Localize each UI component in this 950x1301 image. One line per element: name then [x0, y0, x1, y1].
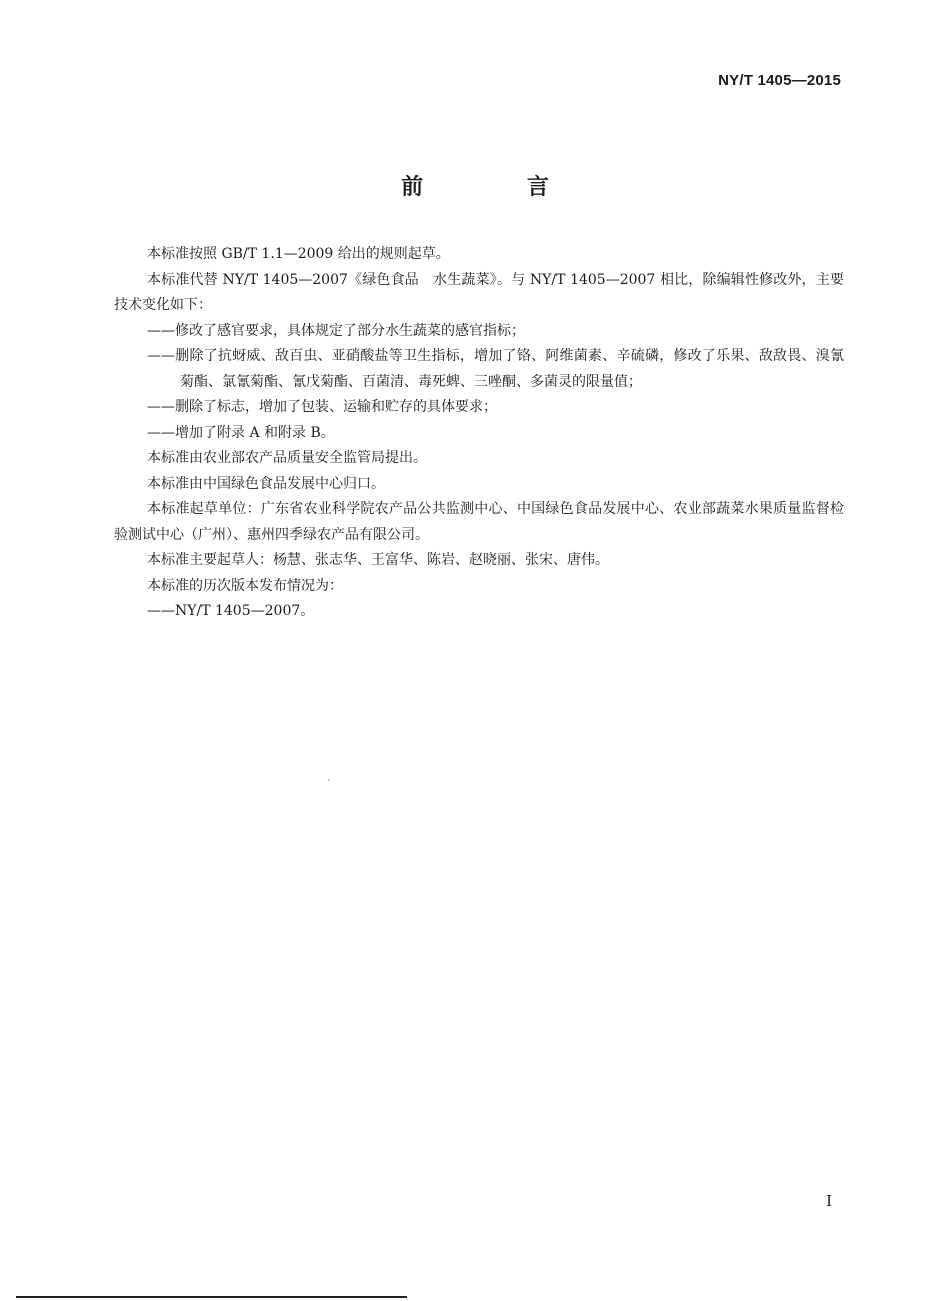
list-item-sensory: ——修改了感官要求，具体规定了部分水生蔬菜的感官指标； [147, 322, 525, 339]
paragraph-history: 本标准的历次版本发布情况为： [147, 577, 343, 594]
paragraph-drafting-units: 本标准起草单位：广东省农业科学院农产品公共监测中心、中国绿色食品发展中心、农业部蔬菜水果质量监督检验测试中心（广州）、惠州四季绿农产品有限公司。 [114, 501, 844, 543]
page-title: 前 言 [401, 175, 597, 200]
paragraph-replacement: 本标准代替 NY/T 1405—2007《绿色食品 水生蔬菜》。与 NY/T 1405—2007 相比，除编辑性修改外，主要技术变化如下： [114, 271, 844, 313]
page-number: I [826, 1192, 832, 1210]
paragraph-drafters: 本标准主要起草人：杨慧、张志华、王富华、陈岩、赵晓丽、张宋、唐伟。 [147, 552, 609, 568]
list-item-limits: ——删除了抗蚜威、敌百虫、亚硝酸盐等卫生指标，增加了铬、阿维菌素、辛硫磷，修改了乐果、敌敌畏、溴氰菊酯、氯氰菊酯、氰戊菊酯、百菌清、毒死蜱、三唑酮、多菌灵的限量值； [147, 348, 844, 390]
list-item-appendix: ——增加了附录 A 和附录 B。 [147, 424, 335, 441]
bottom-rule [16, 1296, 407, 1298]
list-item-packaging: ——删除了标志，增加了包装、运输和贮存的具体要求； [147, 399, 497, 415]
document-body [114, 242, 844, 625]
paragraph-centralized: 本标准由中国绿色食品发展中心归口。 [147, 475, 385, 492]
scan-speck [328, 779, 330, 781]
list-item-previous-version: ——NY/T 1405—2007。 [147, 603, 315, 619]
paragraph-drafting-rules: 本标准按照 GB/T 1.1—2009 给出的规则起草。 [147, 246, 450, 262]
paragraph-proposer: 本标准由农业部农产品质量安全监管局提出。 [147, 450, 427, 466]
standard-code: NY/T 1405—2015 [718, 72, 841, 89]
